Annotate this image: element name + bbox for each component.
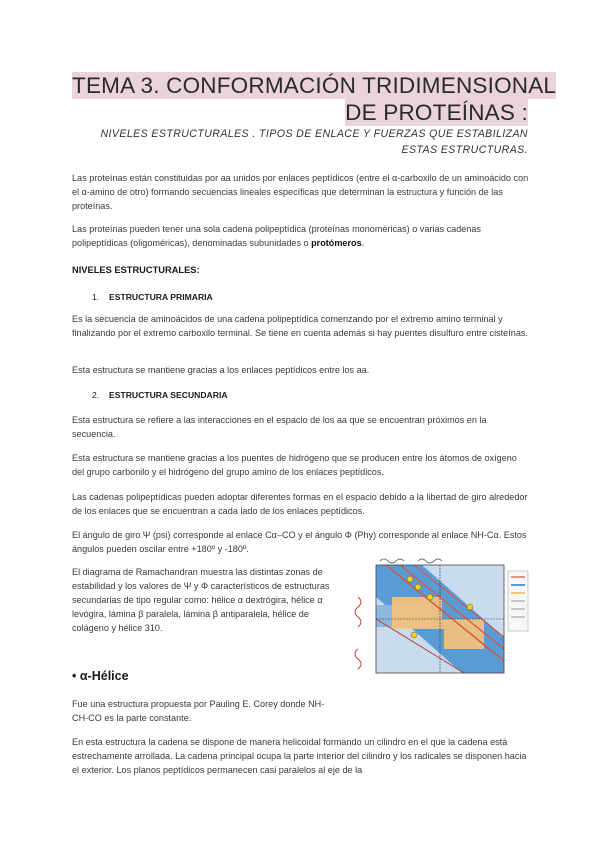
primary-paragraph-1: Es la secuencia de aminoácidos de una cadena polipeptídica comenzando por el extremo amino terminal y finalizando por el extremo carboxilo terminal. Se tiene en cuenta además si hay puentes disulfuro entre cisteínas. (72, 314, 528, 338)
page-subtitle (72, 127, 528, 158)
secondary-heading (92, 390, 228, 400)
intro-paragraph-2-end: . (361, 238, 365, 248)
secondary-paragraph-4: El ángulo de giro Ψ (psi) corresponde al enlace Cα–CO y el ángulo Φ (Phy) corresponde al enlace NH-Cα. Estos ángulos pueden oscilar entre +180º y -180º. (72, 530, 527, 554)
primary-heading (92, 292, 213, 302)
primary-title: ESTRUCTURA PRIMARIA (109, 292, 213, 302)
ramachandran-paragraph: El diagrama de Ramachandran muestra las distintas zonas de estabilidad y los valores de Ψ y Φ característicos de estructuras secundarias de tipo regular como: hélice α dextrógira, hélice α levógira, lámina β paralela, lámina β antiparalela, hélice de colágeno y hélice 310. (72, 567, 330, 633)
secondary-number: 2. (92, 390, 100, 400)
title-line-1: TEMA 3. CONFORMACIÓN TRIDIMENSIONAL (72, 73, 557, 98)
primary-paragraph-2: Esta estructura se mantiene gracias a los enlaces peptídicos entre los aa. (72, 365, 370, 375)
marker-left-alpha-helix (467, 604, 473, 610)
secondary-paragraph-1: Esta estructura se refiere a las interacciones en el espacio de los aa que se encuentran próximos en la secuencia. (72, 415, 487, 439)
section-heading: NIVELES ESTRUCTURALES: (72, 265, 200, 275)
subtitle-line-2: ESTAS ESTRUCTURAS. (401, 143, 528, 156)
alpha-helix-title: α-Hélice (79, 669, 129, 683)
primary-number: 1. (92, 292, 100, 302)
secondary-title: ESTRUCTURA SECUNDARIA (109, 390, 228, 400)
protomeros-term: protómeros (311, 238, 362, 248)
bullet-icon: • (72, 669, 77, 683)
marker-right-alpha-helix (411, 632, 417, 638)
secondary-paragraph-2: Esta estructura se mantiene gracias a los puentes de hidrógeno que se producen entre los átomos de oxígeno del grupo carbonilo y el hidrógeno del grupo amino de los enlaces peptídicos. (72, 453, 517, 477)
alpha-paragraph-2: En esta estructura la cadena se dispone de manera helicoidal formando un cilindro en el que la cadena está estrechamente arrollada. La cadena principal ocupa la parte interior del cilindro y los radicales se disponen hacia el exterior. Los planos peptídicos permanecen casi paralelos al eje de la (72, 737, 527, 775)
intro-paragraph-2-text: Las proteínas pueden tener una sola cadena polipeptídica (proteínas monoméricas) o varias cadenas polipeptídicas (oligoméricas), denominadas subunidades o (72, 224, 481, 248)
alpha-helix-heading (72, 669, 129, 683)
intro-paragraph-1: Las proteínas están constituidas por aa unidos por enlaces peptídicos (entre el α-carboxilo de un aminoácido con el α-amino de otro) formando secuencias lineales específicas que determinan la estructura y función de las proteínas. (72, 173, 529, 211)
title-line-2: DE PROTEÍNAS : (345, 100, 528, 125)
page-title (72, 72, 557, 126)
marker-antiparallel-sheet (407, 576, 413, 582)
marker-parallel-sheet (415, 584, 421, 590)
subtitle-line-1: NIVELES ESTRUCTURALES . TIPOS DE ENLACE Y FUERZAS QUE ESTABILIZAN (100, 128, 528, 140)
ramachandran-diagram (352, 557, 530, 677)
secondary-paragraph-3: Las cadenas polipeptídicas pueden adoptar diferentes formas en el espacio debido a la libertad de giro alrededor de los enlaces que se encuentran a cada lado de los enlaces peptídicos. (72, 492, 528, 516)
alpha-paragraph-1: Fue una estructura propuesta por Pauling E. Corey donde NH-CH-CO es la parte constante. (72, 699, 325, 723)
intro-paragraph-2 (72, 222, 530, 250)
marker-collagen-helix (427, 594, 433, 600)
